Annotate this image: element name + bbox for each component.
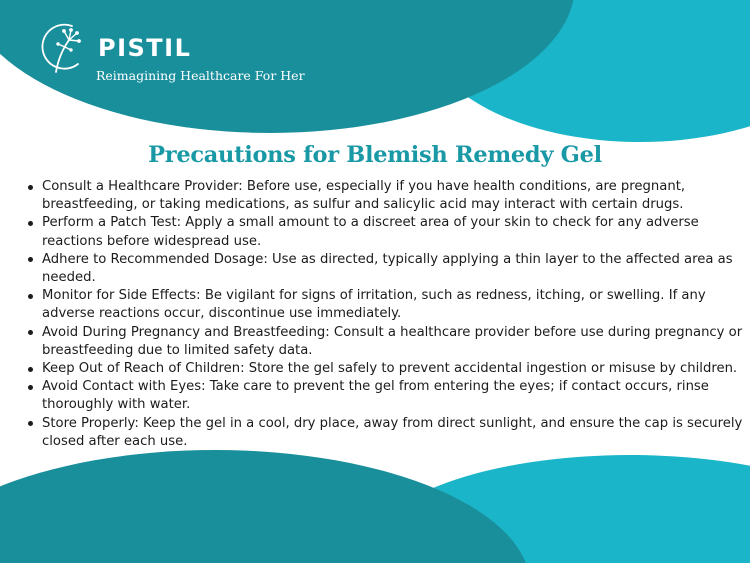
bullet-icon (28, 367, 33, 372)
list-item (23, 287, 745, 323)
list-item-text: Avoid During Pregnancy and Breastfeeding: Consult a healthcare provider before use during pregnancy or breastfeeding due to limited safety data. (42, 324, 743, 358)
bullet-icon (28, 421, 33, 426)
dandelion-circle-icon (38, 20, 90, 76)
list-item (23, 251, 745, 287)
list-item-text: Keep Out of Reach of Children: Store the gel safely to prevent accidental ingestion or misuse by children. (42, 361, 738, 377)
list-item-text: Adhere to Recommended Dosage: Use as directed, typically applying a thin layer to the affected area as needed. (42, 251, 733, 286)
bullet-icon (28, 257, 33, 262)
list-item (23, 415, 745, 451)
list-item (23, 360, 745, 378)
list-item (23, 214, 745, 250)
list-item (23, 324, 745, 360)
list-item-text: Avoid Contact with Eyes: Take care to prevent the gel from entering the eyes; if contact occurs, rinse thoroughly with water. (42, 379, 709, 413)
bullet-icon (28, 221, 33, 226)
list-item-text: Monitor for Side Effects: Be vigilant for signs of irritation, such as redness, itching, or swelling. If any adverse reactions occur, discontinue use immediately. (42, 288, 706, 322)
bullet-icon (28, 330, 33, 335)
page-title: Precautions for Blemish Remedy Gel (148, 142, 602, 168)
bullet-icon (28, 185, 33, 190)
list-item (23, 178, 745, 214)
brand-name: PISTIL (98, 34, 192, 62)
list-item-text: Perform a Patch Test: Apply a small amount to a discreet area of your skin to check for any adverse reactions before widespread use. (42, 215, 699, 249)
precautions-list (23, 178, 745, 451)
list-item-text: Store Properly: Keep the gel in a cool, dry place, away from direct sunlight, and ensure the cap is securely closed after each use. (42, 415, 743, 449)
list-item (23, 378, 745, 414)
bottom-left-wave (0, 450, 530, 563)
bullet-icon (28, 294, 33, 299)
list-item-text: Consult a Healthcare Provider: Before use, especially if you have health conditions, are pregnant, breastfeeding, or taking medications, as sulfur and salicylic acid may interact with certain drugs. (42, 179, 686, 213)
brand-tagline: Reimagining Healthcare For Her (96, 68, 305, 83)
bullet-icon (28, 385, 33, 390)
